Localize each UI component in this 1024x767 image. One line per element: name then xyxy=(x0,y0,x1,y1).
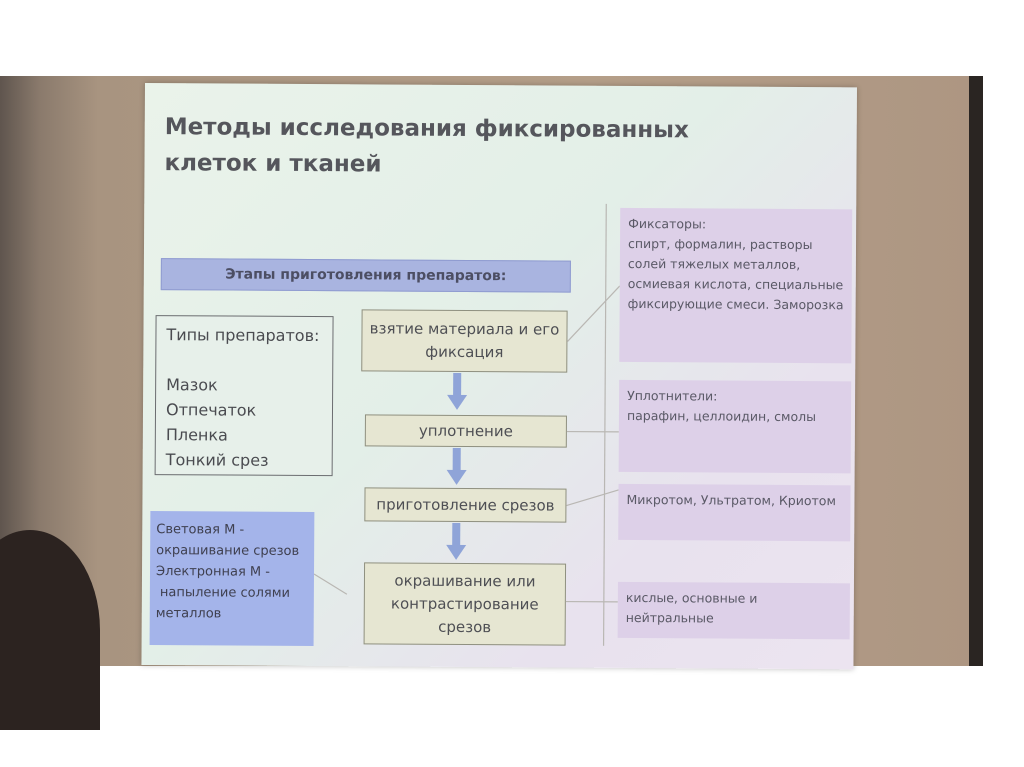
fixatives-text: спирт, формалин, растворы солей тяжелых металлов, осмиевая кислота, специальные фиксирующие смеси. Заморозка xyxy=(627,235,844,313)
embedding-agents-text: парафин, целлоидин, смолы xyxy=(626,407,817,425)
fixatives-heading: Фиксаторы: xyxy=(628,215,707,232)
step-fixation-label: взятие материала и его фиксация xyxy=(369,319,560,362)
step-sectioning-label: приготовление срезов xyxy=(376,494,555,515)
embedding-agents-note xyxy=(619,380,852,473)
microtomes-text: Микротом, Ультратом, Криотом xyxy=(626,491,836,509)
screen-edge-shadow xyxy=(969,76,983,666)
microscopy-line: металлов xyxy=(155,606,222,622)
step-staining-label: окрашивание или контрастирование срезов xyxy=(390,571,539,636)
microtomes-note xyxy=(618,484,850,541)
stages-banner: Этапы приготовления препаратов: xyxy=(161,258,571,293)
microscopy-line: Электронная М - xyxy=(155,564,271,580)
microscopy-line: окрашивание срезов xyxy=(156,543,300,559)
stains-note xyxy=(618,582,850,639)
preparation-type-item: Пленка xyxy=(165,425,228,445)
slide-title: Методы исследования фиксированных клеток и тканей xyxy=(164,114,689,178)
stains-text: кислые, основные и нейтральные xyxy=(625,589,758,626)
microscopy-line: Световая М - xyxy=(156,522,245,538)
preparation-type-item: Отпечаток xyxy=(165,400,257,420)
preparation-types-heading: Типы препаратов: xyxy=(166,325,320,346)
fixatives-note xyxy=(619,208,852,363)
preparation-type-item: Тонкий срез xyxy=(165,450,269,470)
preparation-type-item: Мазок xyxy=(166,375,218,395)
microscopy-box xyxy=(150,511,315,646)
microscopy-line: напыление солями xyxy=(159,585,291,601)
step-embedding-label: уплотнение xyxy=(418,421,513,440)
embedding-agents-heading: Уплотнители: xyxy=(627,387,718,404)
presentation-slide xyxy=(141,83,857,669)
